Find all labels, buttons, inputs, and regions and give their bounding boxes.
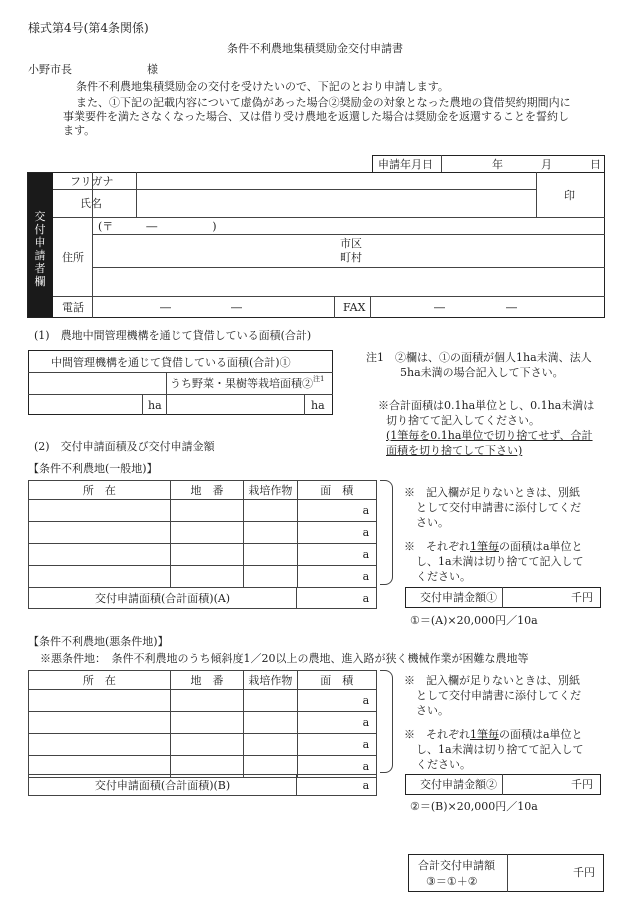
name-label: 氏名: [80, 197, 102, 210]
amount-2-field[interactable]: [503, 775, 563, 794]
amount-1-field[interactable]: [503, 588, 563, 607]
address-label: 住所: [62, 251, 84, 264]
addressee: 小野市長: [28, 63, 72, 76]
bad-land-definition: ※悪条件地： 条件不利農地のうち傾斜度1／20以上の農地、進入路が狭く機械作業が困難な農地等: [40, 652, 529, 665]
table-row[interactable]: a: [29, 734, 377, 756]
section-1-heading: (1) 農地中間管理機構を通じて貸借している面積(合計): [34, 329, 312, 342]
vegetable-area-label: うち野菜・果樹等栽培面積②: [170, 377, 313, 390]
fax-dash-2: ―: [506, 301, 517, 314]
bad-total-row: 交付申請面積(合計面積)(B) a: [28, 774, 377, 796]
col-crop: 栽培作物: [244, 481, 297, 500]
date-month: 月: [541, 158, 552, 171]
form-number: 様式第4号(第4条関係): [28, 21, 149, 35]
intermediary-total-field[interactable]: [29, 395, 141, 414]
total-b-field[interactable]: [297, 775, 356, 796]
intermediary-total-label: 中間管理機構を通じて貸借している面積(合計)①: [51, 356, 291, 369]
bad-land-table: [28, 670, 377, 778]
application-date-label: 申請年月日: [378, 158, 433, 171]
grand-total-field[interactable]: [508, 855, 568, 891]
grand-total-label: 合計交付申請額: [418, 859, 495, 872]
side-note-bad-2: ※ それぞれ1筆毎の面積はa単位と し、1a未満は切り捨てて記入して ください。: [404, 728, 584, 771]
amount-2-label: 交付申請金額②: [420, 778, 497, 791]
intro-line-3: 事業要件を満たさなくなった場合、又は借り受け農地を返還した場合は奨励金を返還することを誓約し: [63, 110, 569, 123]
amount-2-unit: 千円: [571, 778, 593, 791]
side-note-general-1: ※ 記入欄が足りないときは、別紙 として交付申請書に添付してくだ さい。: [404, 486, 581, 529]
col-area: 面 積: [297, 671, 376, 690]
amount-1-label: 交付申請金額①: [420, 591, 497, 604]
table-row[interactable]: a: [29, 500, 377, 522]
phone-dash-1: ―: [160, 301, 171, 314]
col-crop: 栽培作物: [244, 671, 297, 690]
total-b-label: 交付申請面積(合計面積)(B): [29, 775, 297, 796]
formula-1: ①＝(A)×20,000円／10a: [410, 614, 538, 627]
side-note-bad-1: ※ 記入欄が足りないときは、別紙 として交付申請書に添付してくだ さい。: [404, 674, 581, 717]
table-row[interactable]: a: [29, 522, 377, 544]
intro-line-1: 条件不利農地集積奨励金の交付を受けたいので、下記のとおり申請します。: [76, 80, 449, 93]
bad-land-title: 【条件不利農地(悪条件地)】: [28, 635, 169, 648]
ha-unit-2: ha: [311, 399, 325, 412]
side-note-general-2: ※ それぞれ1筆毎の面積はa単位と し、1a未満は切り捨てて記入して ください。: [404, 540, 584, 583]
grand-total-formula: ③＝①＋②: [426, 875, 478, 888]
grand-total-unit: 千円: [573, 866, 595, 879]
section-2-heading: (2) 交付申請面積及び交付申請金額: [34, 440, 215, 453]
page-title: 条件不利農地集積奨励金交付申請書: [227, 42, 403, 55]
col-area: 面 積: [297, 481, 376, 500]
note-rounding: ※合計面積は0.1ha単位とし、0.1ha未満は 切り捨てて記入してください。 (1筆毎を0.1ha単位で切り捨てせず、合計 面積を切り捨てして下さい): [378, 399, 595, 457]
ha-unit-1: ha: [148, 399, 162, 412]
furigana-label: フリガナ: [70, 175, 114, 188]
table-row[interactable]: a: [29, 544, 377, 566]
table-row[interactable]: a: [29, 566, 377, 588]
addressee-sama: 様: [147, 63, 158, 76]
phone-dash-2: ―: [231, 301, 242, 314]
date-year: 年: [492, 158, 503, 171]
intro-line-4: ます。: [63, 124, 96, 137]
general-land-title: 【条件不利農地(一般地)】: [28, 462, 158, 475]
bracket-bad: [380, 670, 393, 773]
col-location: 所 在: [29, 481, 171, 500]
name-field[interactable]: [137, 190, 535, 216]
seal-mark: 印: [564, 189, 575, 202]
applicant-side-label: 交 付 申 請 者 欄: [34, 210, 46, 288]
city-ku: 市区: [340, 237, 362, 250]
total-a-field[interactable]: [297, 588, 356, 609]
table-row[interactable]: a: [29, 712, 377, 734]
fax-dash-1: ―: [434, 301, 445, 314]
address-detail-field[interactable]: [93, 268, 604, 295]
city-cho: 町村: [340, 251, 362, 264]
amount-1-unit: 千円: [571, 591, 593, 604]
vegetable-area-field[interactable]: [167, 395, 303, 414]
bracket-general: [380, 480, 393, 585]
col-lot: 地 番: [170, 671, 243, 690]
phone-label: 電話: [62, 301, 84, 314]
postal-code[interactable]: (〒 ― ): [98, 220, 217, 233]
fax-label: FAX: [343, 301, 366, 314]
general-total-row: 交付申請面積(合計面積)(A) a: [28, 587, 377, 609]
note-1: 注1 ②欄は、①の面積が個人1ha未満、法人 5ha未満の場合記入して下さい。: [366, 351, 592, 379]
total-a-label: 交付申請面積(合計面積)(A): [29, 588, 297, 609]
col-location: 所 在: [29, 671, 171, 690]
furigana-field[interactable]: [137, 173, 535, 188]
note-ref-sup: 注1: [313, 375, 325, 383]
table-row[interactable]: a: [29, 756, 377, 778]
col-lot: 地 番: [170, 481, 243, 500]
date-day: 日: [590, 158, 601, 171]
general-land-table: [28, 480, 377, 588]
formula-2: ②＝(B)×20,000円／10a: [410, 800, 538, 813]
intro-line-2: また、①下記の記載内容について虚偽があった場合②奨励金の対象となった農地の貸借契約期間内に: [76, 96, 571, 109]
table-row[interactable]: a: [29, 690, 377, 712]
